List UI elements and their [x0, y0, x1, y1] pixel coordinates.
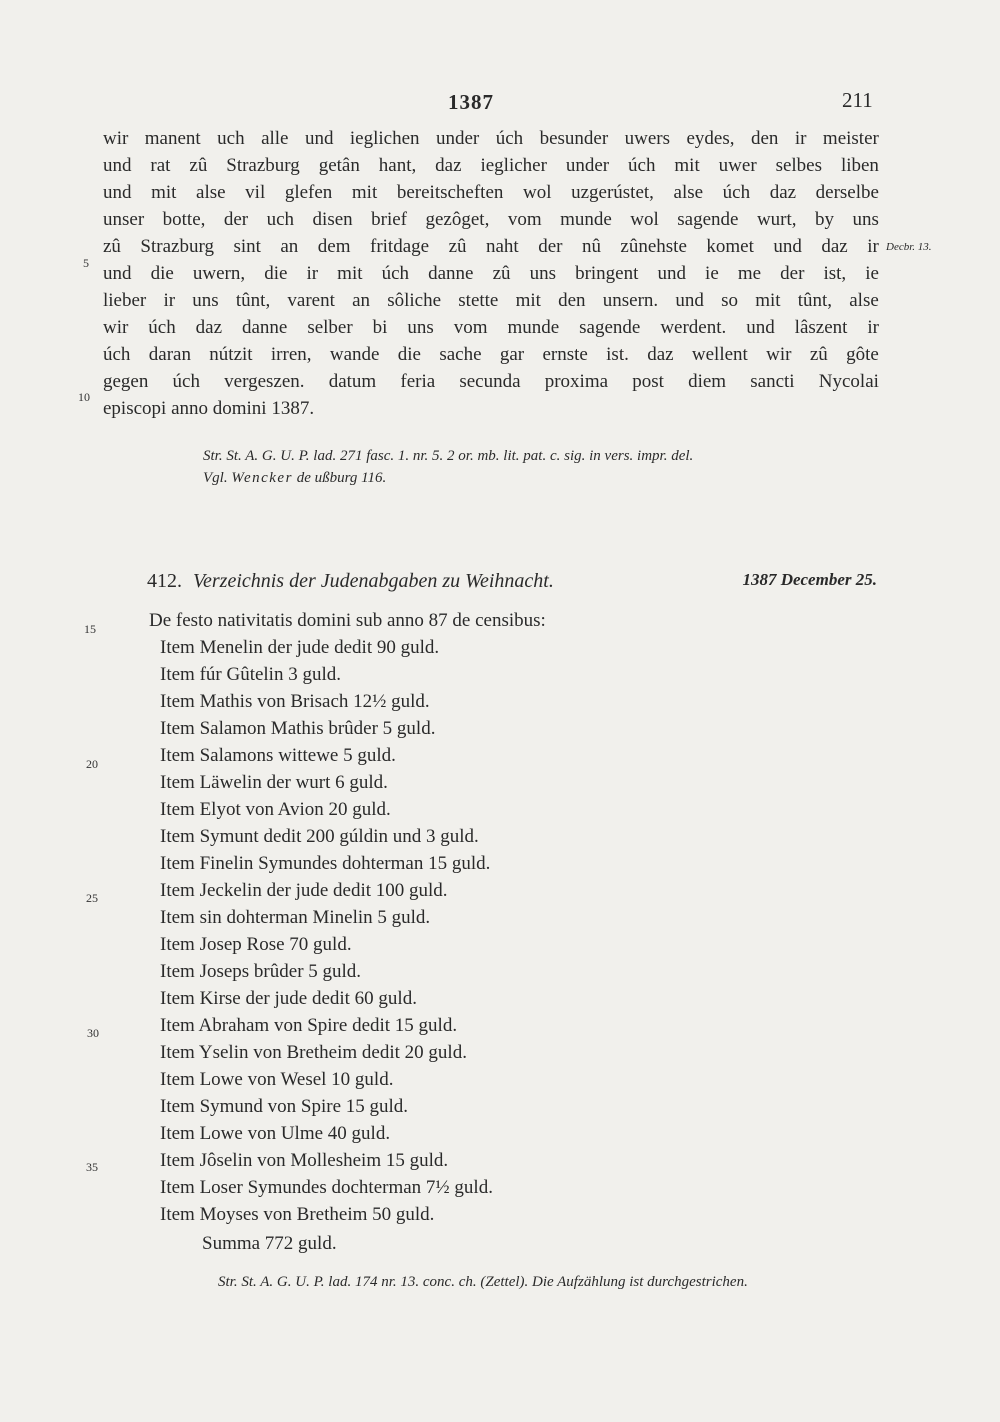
- word: wir: [766, 344, 792, 365]
- word: wellent: [691, 344, 748, 365]
- word: rat: [150, 155, 171, 176]
- word: vom: [507, 209, 542, 230]
- word: daz: [821, 236, 848, 257]
- word: munde: [560, 209, 612, 230]
- word: an: [352, 290, 371, 311]
- word: ir: [794, 128, 807, 149]
- word: und: [103, 155, 132, 176]
- reference-rest: de ußburg 116.: [296, 470, 387, 486]
- reference-prefix: Vgl.: [203, 470, 228, 486]
- word: gezôget,: [425, 209, 490, 230]
- word: zûnehste: [620, 236, 687, 257]
- word: sint: [233, 236, 261, 257]
- text-line: [103, 263, 879, 285]
- word: sagende: [579, 317, 641, 338]
- word: zû: [448, 236, 467, 257]
- text-line: [103, 209, 879, 231]
- word: an: [280, 236, 299, 257]
- word: daz: [435, 155, 462, 176]
- list-item: Item Salamons wittewe 5 guld.: [160, 745, 396, 766]
- list-item: Item Läwelin der wurt 6 guld.: [160, 772, 388, 793]
- list-item: Item Moyses von Bretheim 50 guld.: [160, 1204, 435, 1225]
- word: und: [304, 128, 334, 149]
- word: komet: [706, 236, 754, 257]
- word: die: [264, 263, 288, 284]
- list-item: Item Lowe von Ulme 40 guld.: [160, 1123, 391, 1144]
- word: unsern.: [602, 290, 659, 311]
- word: úch: [381, 263, 410, 284]
- text-line: [103, 290, 879, 312]
- word: zû: [189, 155, 208, 176]
- word: wol: [630, 209, 659, 230]
- word: úch: [495, 128, 524, 149]
- word: den: [750, 128, 779, 149]
- word: sancti: [750, 371, 795, 392]
- text-line: [103, 128, 879, 150]
- text-line: [103, 344, 879, 366]
- word: ie: [865, 263, 879, 284]
- word: und: [103, 263, 132, 284]
- word: úch: [172, 371, 200, 392]
- running-year: 1387: [448, 90, 494, 114]
- word: tûnt,: [235, 290, 271, 311]
- list-item: Item Jôselin von Mollesheim 15 guld.: [160, 1150, 449, 1171]
- word: den: [558, 290, 586, 311]
- word: sache: [439, 344, 482, 365]
- document-title: Verzeichnis der Judenabgaben zu Weihnacht.: [193, 570, 554, 592]
- word: ir: [306, 263, 319, 284]
- word: daz: [195, 317, 223, 338]
- word: sôliche: [387, 290, 442, 311]
- word: gegen: [103, 371, 149, 392]
- word: zû: [809, 344, 828, 365]
- word: die: [150, 263, 174, 284]
- word: uch: [266, 209, 295, 230]
- word: eydes,: [686, 128, 735, 149]
- document-heading: [147, 570, 877, 593]
- word: und: [773, 236, 802, 257]
- text-line: [103, 155, 879, 177]
- word: fritdage: [370, 236, 430, 257]
- word: uzgerústet,: [571, 182, 654, 203]
- word: nútzit: [209, 344, 253, 365]
- document-date: 1387 December 25.: [742, 570, 877, 589]
- word: daz: [769, 182, 797, 203]
- word: alse: [849, 290, 879, 311]
- word: und: [103, 182, 132, 203]
- word: alse: [196, 182, 226, 203]
- page-number: 211: [842, 88, 873, 112]
- word: dem: [317, 236, 351, 257]
- word: uns: [529, 263, 556, 284]
- word: tûnt,: [797, 290, 833, 311]
- word: der: [223, 209, 249, 230]
- word: Strazburg: [226, 155, 300, 176]
- word: besunder: [539, 128, 609, 149]
- word: manent: [144, 128, 201, 149]
- list-item: Item Symunt dedit 200 gúldin und 3 guld.: [160, 826, 479, 847]
- word: nû: [581, 236, 601, 257]
- word: bringent: [575, 263, 639, 284]
- word: naht: [485, 236, 519, 257]
- text-line: [103, 182, 879, 204]
- word: der: [780, 263, 805, 284]
- word: wurt,: [756, 209, 797, 230]
- word: gôte: [846, 344, 879, 365]
- list-item: Item Loser Symundes dochterman 7½ guld.: [160, 1177, 493, 1198]
- word: under: [436, 128, 480, 149]
- word: mit: [674, 155, 700, 176]
- word: varent: [287, 290, 335, 311]
- word: wir: [103, 317, 129, 338]
- word: úch: [103, 344, 131, 365]
- word: me: [737, 263, 762, 284]
- word: der: [538, 236, 563, 257]
- word: uns: [407, 317, 434, 338]
- word: meister: [822, 128, 879, 149]
- word: Strazburg: [140, 236, 214, 257]
- word: selbes: [775, 155, 823, 176]
- word: lâszent: [794, 317, 848, 338]
- text-line: episcopi anno domini 1387.: [103, 398, 315, 419]
- word: disen: [312, 209, 353, 230]
- word: lieber: [103, 290, 147, 311]
- line-number: 30: [87, 1026, 99, 1040]
- list-item: Item Finelin Symundes dohterman 15 guld.: [160, 853, 491, 874]
- word: gar: [499, 344, 525, 365]
- word: derselbe: [815, 182, 879, 203]
- margin-date: Decbr. 13.: [886, 241, 932, 253]
- list-item: Item fúr Gûtelin 3 guld.: [160, 664, 341, 685]
- list-item: Item Abraham von Spire dedit 15 guld.: [160, 1015, 458, 1036]
- word: zû: [103, 236, 121, 257]
- word: und: [675, 290, 704, 311]
- word: ernste: [542, 344, 588, 365]
- word: bereitscheften: [396, 182, 504, 203]
- list-item: Item Salamon Mathis brûder 5 guld.: [160, 718, 436, 739]
- word: úch: [722, 182, 751, 203]
- line-number: 25: [86, 891, 98, 905]
- word: brief: [371, 209, 408, 230]
- word: daran: [148, 344, 191, 365]
- word: uns: [852, 209, 879, 230]
- document-number: 412.: [147, 570, 182, 592]
- word: glefen: [284, 182, 333, 203]
- source-note: Str. St. A. G. U. P. lad. 271 fasc. 1. nr. 5. 2 or. mb. lit. pat. c. sig. in vers. impr. del.: [203, 448, 694, 464]
- word: úch: [628, 155, 656, 176]
- word: mit: [351, 182, 378, 203]
- word: under: [565, 155, 610, 176]
- word: zû: [492, 263, 511, 284]
- word: uwers: [624, 128, 671, 149]
- list-item: Item Mathis von Brisach 12½ guld.: [160, 691, 430, 712]
- word: ist.: [606, 344, 629, 365]
- word: selber: [307, 317, 353, 338]
- word: alle: [261, 128, 289, 149]
- word: danne: [428, 263, 474, 284]
- word: uwer: [718, 155, 757, 176]
- text-line: [103, 317, 879, 339]
- list-item: Item Lowe von Wesel 10 guld.: [160, 1069, 394, 1090]
- word: secunda: [459, 371, 521, 392]
- word: wir: [103, 128, 129, 149]
- word: datum: [328, 371, 377, 392]
- word: mit: [755, 290, 781, 311]
- summa-line: Summa 772 guld.: [202, 1233, 337, 1254]
- line-number: 10: [78, 390, 90, 404]
- word: botte,: [162, 209, 206, 230]
- word: ieglichen: [349, 128, 420, 149]
- list-item: Item Menelin der jude dedit 90 guld.: [160, 637, 440, 658]
- word: uwern,: [192, 263, 246, 284]
- word: daz: [647, 344, 674, 365]
- reference-note: [203, 470, 386, 487]
- word: proxima: [544, 371, 609, 392]
- word: ir: [163, 290, 176, 311]
- word: und: [657, 263, 686, 284]
- source-note: Str. St. A. G. U. P. lad. 174 nr. 13. conc. ch. (Zettel). Die Aufzählung ist durchgestrichen.: [218, 1274, 748, 1290]
- word: hant,: [378, 155, 417, 176]
- word: stette: [458, 290, 499, 311]
- word: munde: [507, 317, 560, 338]
- list-item: Item sin dohterman Minelin 5 guld.: [160, 907, 431, 928]
- line-number: 20: [86, 757, 98, 771]
- word: ir: [867, 317, 879, 338]
- word: by: [815, 209, 835, 230]
- word: Nycolai: [818, 371, 879, 392]
- list-item: Item Jeckelin der jude dedit 100 guld.: [160, 880, 448, 901]
- word: getân: [318, 155, 360, 176]
- text-line: [103, 371, 879, 393]
- word: vil: [245, 182, 266, 203]
- line-number: 15: [84, 622, 96, 636]
- list-item: Item Kirse der jude dedit 60 guld.: [160, 988, 417, 1009]
- word: wol: [523, 182, 552, 203]
- word: irren,: [270, 344, 312, 365]
- word: ieglicher: [480, 155, 547, 176]
- word: und: [746, 317, 775, 338]
- word: uns: [192, 290, 219, 311]
- word: feria: [400, 371, 436, 392]
- word: sagende: [677, 209, 739, 230]
- list-item: Item Josep Rose 70 guld.: [160, 934, 352, 955]
- word: werdent.: [660, 317, 727, 338]
- word: mit: [515, 290, 541, 311]
- word: diem: [688, 371, 727, 392]
- list-item: Item Joseps brûder 5 guld.: [160, 961, 362, 982]
- list-item: Item Elyot von Avion 20 guld.: [160, 799, 391, 820]
- word: mit: [337, 263, 363, 284]
- word: ie: [705, 263, 719, 284]
- word: úch: [148, 317, 176, 338]
- list-item: Item Yselin von Bretheim dedit 20 guld.: [160, 1042, 467, 1063]
- word: vergeszen.: [224, 371, 305, 392]
- word: uch: [217, 128, 245, 149]
- word: ir: [867, 236, 879, 257]
- intro-line: De festo nativitatis domini sub anno 87 de censibus:: [149, 610, 546, 631]
- word: die: [397, 344, 421, 365]
- word: post: [632, 371, 664, 392]
- reference-author: Wencker: [231, 470, 293, 486]
- line-number: 35: [86, 1160, 98, 1174]
- word: alse: [673, 182, 704, 203]
- line-number: 5: [83, 256, 89, 270]
- text-line: [103, 236, 879, 258]
- word: ist,: [823, 263, 847, 284]
- word: vom: [453, 317, 488, 338]
- word: danne: [242, 317, 288, 338]
- word: mit: [151, 182, 177, 203]
- word: so: [721, 290, 738, 311]
- word: liben: [840, 155, 879, 176]
- word: unser: [103, 209, 145, 230]
- word: bi: [372, 317, 388, 338]
- list-item: Item Symund von Spire 15 guld.: [160, 1096, 409, 1117]
- word: wande: [329, 344, 380, 365]
